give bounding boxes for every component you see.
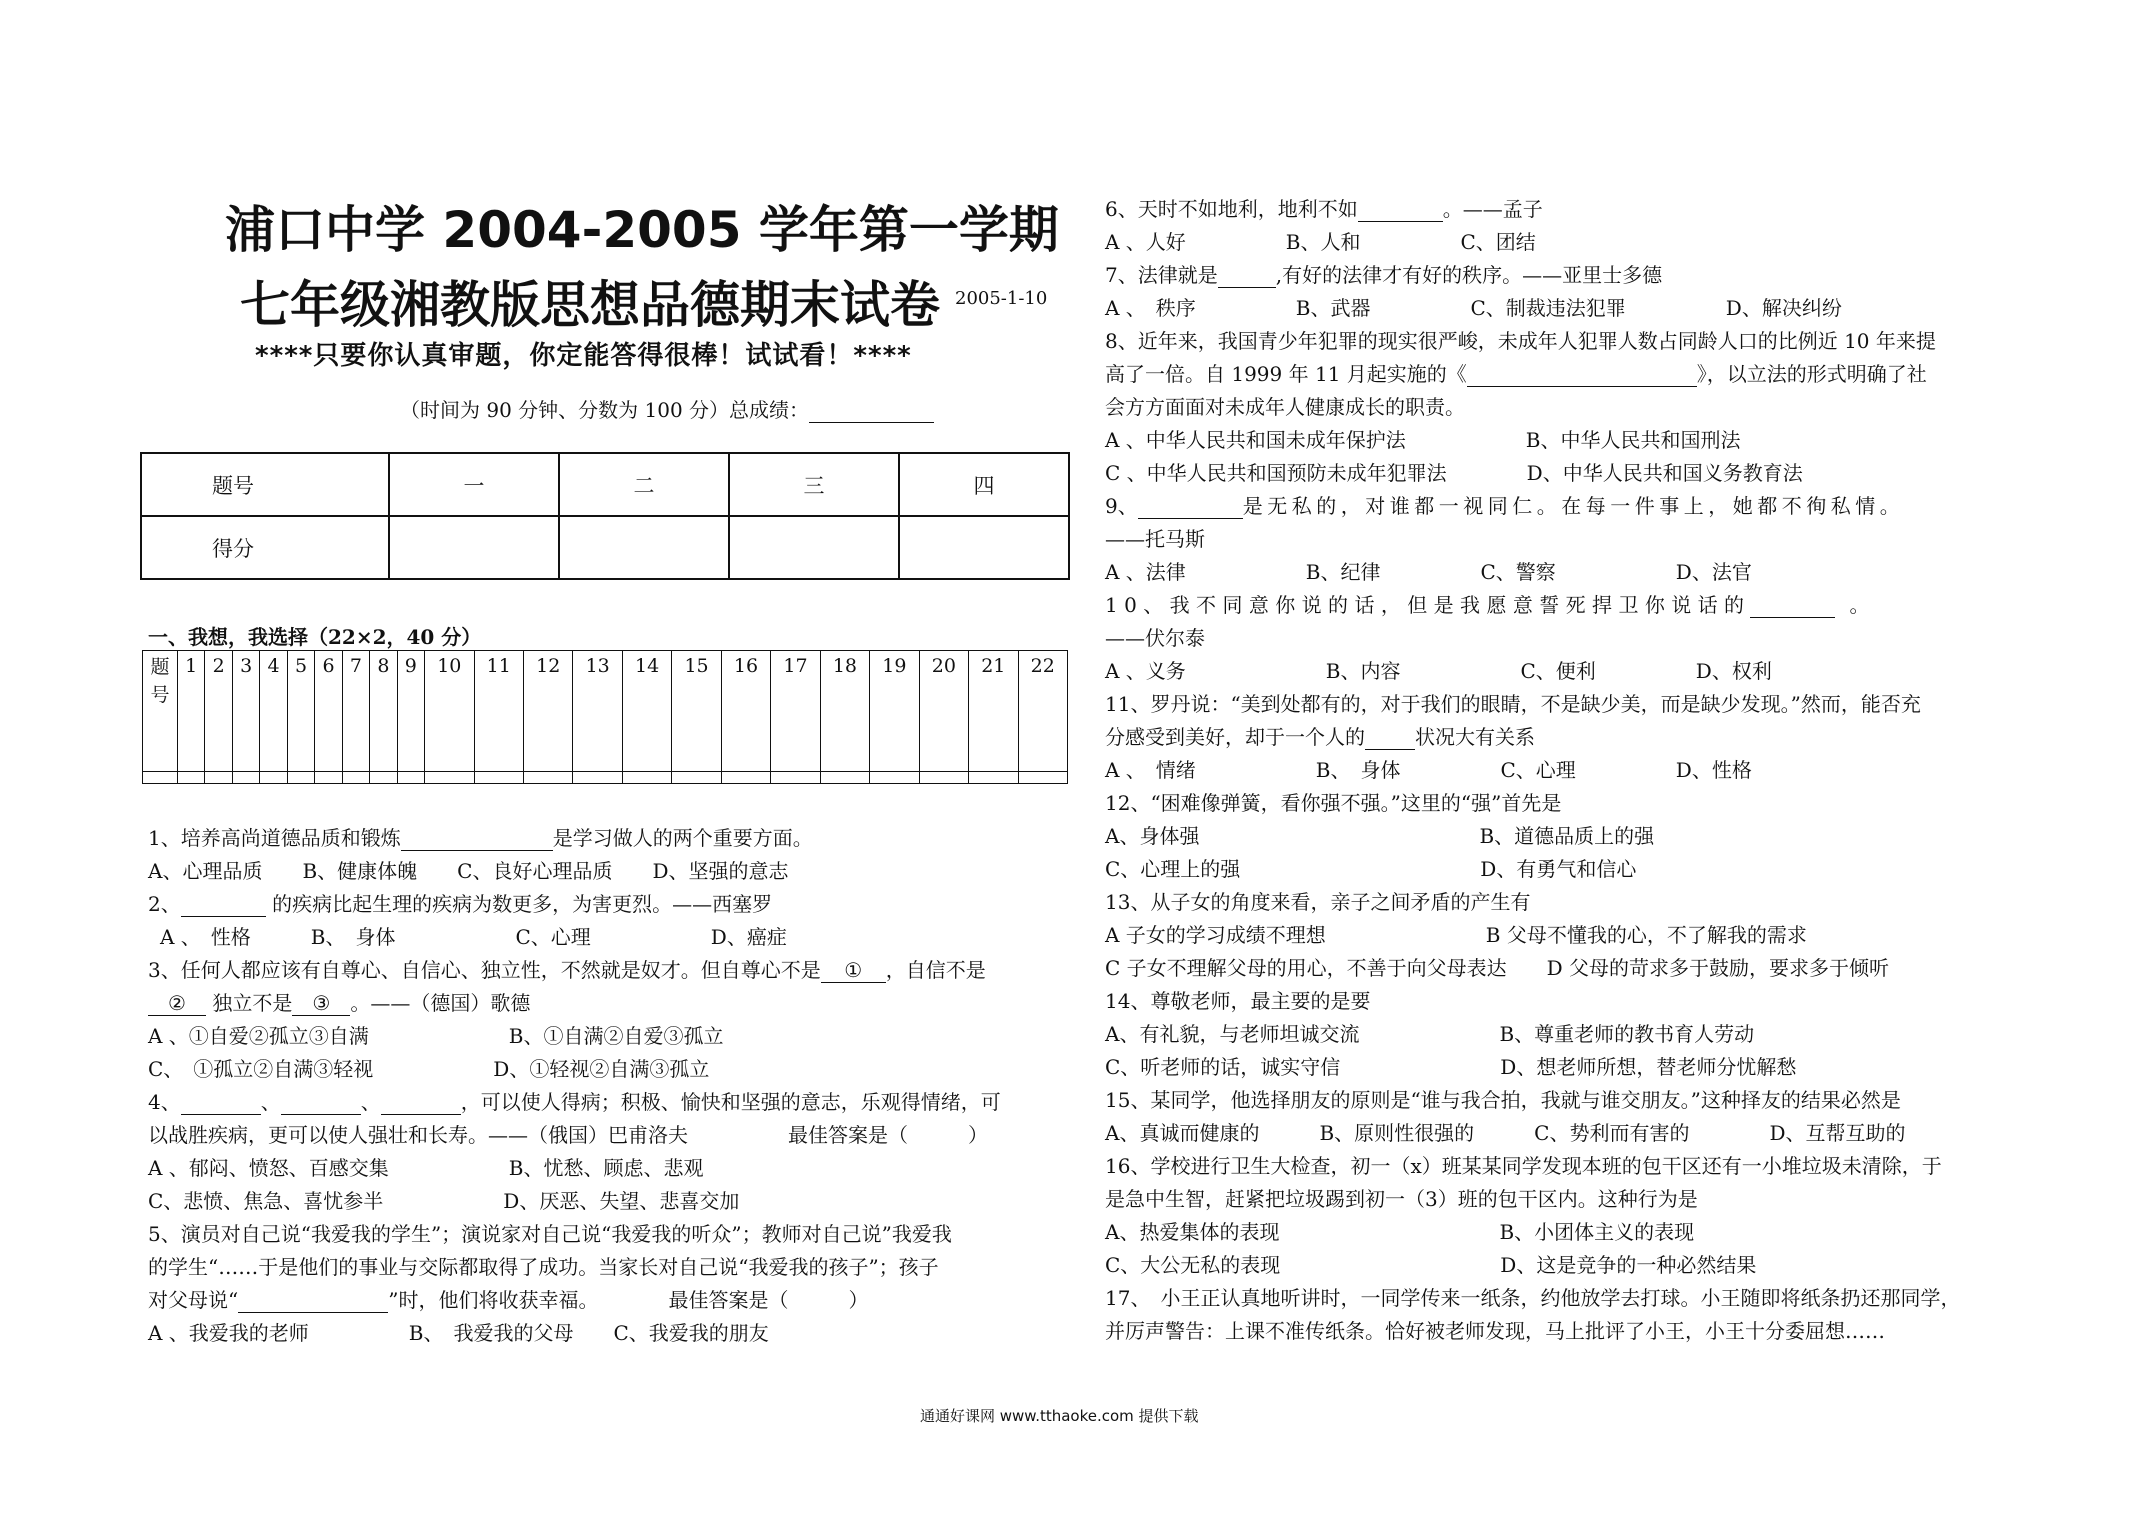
fill-blank xyxy=(381,1096,461,1115)
answer-number: 1 xyxy=(178,651,205,772)
answer-grid-label: 题号 xyxy=(143,651,178,772)
answer-cell xyxy=(523,772,572,784)
fill-blank xyxy=(181,1096,261,1115)
options-1: A、心理品质 B、健康体魄 C、良好心理品质 D、坚强的意志 xyxy=(148,859,789,883)
exam-date: 2005-1-10 xyxy=(955,288,1048,309)
answer-cell xyxy=(143,772,178,784)
fill-blank xyxy=(1138,500,1243,519)
question-5: 5、演员对自己说“我爱我的学生”；演说家对自己说“我爱我的听众”；教师对自己说”我爱我 xyxy=(148,1222,952,1246)
answer-cell xyxy=(474,772,523,784)
answer-number: 14 xyxy=(622,651,671,772)
question-4: 4、 、 、 ，可以使人得病；积极、愉快和坚强的意志，乐观得情绪，可 xyxy=(148,1090,1001,1114)
question-11: 11、罗丹说：“美到处都有的，对于我们的眼睛，不是缺少美，而是缺少发现。”然而，能否充 xyxy=(1105,692,1921,716)
options-5: A 、我爱我的老师 B、 我爱我的父母 C、我爱我的朋友 xyxy=(148,1321,769,1345)
fill-blank xyxy=(238,1294,388,1313)
question-17-cont: 并厉声警告：上课不准传纸条。恰好被老师发现，马上批评了小王，小王十分委屈想…… xyxy=(1105,1319,1885,1343)
question-2 xyxy=(148,888,772,917)
time-info-text: （时间为 90 分钟、分数为 100 分）总成绩： xyxy=(400,398,810,422)
answer-cell xyxy=(260,772,287,784)
question-17: 17、 小王正认真地听讲时，一同学传来一纸条，约他放学去打球。小王随即将纸条扔还那同学， xyxy=(1105,1286,1961,1310)
section1-heading: 一、我想，我选择（22×2，40 分） xyxy=(148,625,482,649)
answer-number: 17 xyxy=(771,651,820,772)
q-text: 。——（德国）歌德 xyxy=(350,991,531,1015)
question-6 xyxy=(1105,193,1543,222)
answer-number: 4 xyxy=(260,651,287,772)
q-text: 10、我不同意你说的话，但是我愿意誓死捍卫你说话的 xyxy=(1105,593,1751,617)
time-info xyxy=(400,394,934,423)
q-text: 状况大有关系 xyxy=(1415,725,1535,749)
options-9: A 、法律 B、纪律 C、警察 D、法官 xyxy=(1105,560,1752,584)
options-3b: C、 ①孤立②自满③轻视 D、①轻视②自满③孤立 xyxy=(148,1057,710,1081)
answer-number: 6 xyxy=(315,651,342,772)
q-text: 是学习做人的两个重要方面。 xyxy=(552,826,813,850)
exam-title-line1: 浦口中学 2004-2005 学年第一学期 xyxy=(225,201,1059,259)
answer-cell xyxy=(315,772,342,784)
blank-1: ① xyxy=(821,958,886,983)
fill-blank xyxy=(1365,731,1415,750)
q-text: 的疾病比起生理的疾病为数更多，为害更烈。——西塞罗 xyxy=(272,892,773,916)
q-text: 4、 xyxy=(148,1090,181,1114)
question-3 xyxy=(148,954,986,983)
question-5-cont: 的学生“……于是他们的事业与交际都取得了成功。当家长对自己说“我爱我的孩子”；孩子 xyxy=(148,1255,939,1279)
options-13a: A 子女的学习成绩不理想 B 父母不懂我的心，不了解我的需求 xyxy=(1105,923,1807,947)
fill-blank xyxy=(1218,269,1276,288)
answer-cell xyxy=(287,772,314,784)
q-text: ,有好的法律才有好的秩序。——亚里士多德 xyxy=(1275,263,1663,287)
question-16: 16、学校进行卫生大检查，初一（x）班某某同学发现本班的包干区还有一小堆垃圾未清除，于 xyxy=(1105,1154,1942,1178)
q-text: ，自信不是 xyxy=(885,958,986,982)
options-6: A 、人好 B、人和 C、团结 xyxy=(1105,230,1536,254)
q-text: 2、 xyxy=(148,892,181,916)
answer-cell xyxy=(870,772,919,784)
answer-number: 12 xyxy=(523,651,572,772)
question-14: 14、尊敬老师，最主要的是要 xyxy=(1105,989,1371,1013)
fill-blank xyxy=(401,832,553,851)
options-10: A 、义务 B、内容 C、便利 D、权利 xyxy=(1105,659,1772,683)
answer-cell xyxy=(919,772,968,784)
blank-3: ③ xyxy=(292,991,350,1016)
answer-number: 2 xyxy=(205,651,232,772)
score-cell xyxy=(899,516,1069,579)
question-10 xyxy=(1105,589,1869,618)
answer-number: 21 xyxy=(969,651,1018,772)
answer-cell xyxy=(397,772,424,784)
answer-number: 13 xyxy=(573,651,622,772)
answer-number: 19 xyxy=(870,651,919,772)
slogan: ****只要你认真审题，你定能答得很棒！试试看！**** xyxy=(255,341,912,371)
q-text: 。——孟子 xyxy=(1442,197,1543,221)
fill-blank xyxy=(281,1096,361,1115)
question-16-cont: 是急中生智，赶紧把垃圾踢到初一（3）班的包干区内。这种行为是 xyxy=(1105,1187,1698,1211)
score-cell xyxy=(729,516,899,579)
q-text: 》，以立法的形式明确了社 xyxy=(1696,362,1927,386)
fill-blank xyxy=(1750,599,1835,618)
fill-blank xyxy=(1467,368,1697,387)
fill-blank xyxy=(181,898,266,917)
options-4b: C、悲愤、焦急、喜忧参半 D、厌恶、失望、悲喜交加 xyxy=(148,1189,740,1213)
q-text: 高了一倍。自 1999 年 11 月起实施的《 xyxy=(1105,362,1467,386)
options-16b: C、大公无私的表现 D、这是竞争的一种必然结果 xyxy=(1105,1253,1757,1277)
score-table-header: 三 xyxy=(729,453,899,516)
answer-cell xyxy=(370,772,397,784)
options-11: A 、 情绪 B、 身体 C、心理 D、性格 xyxy=(1105,758,1752,782)
footer-credit: 通通好课网 www.tthaoke.com 提供下载 xyxy=(920,1407,1199,1425)
options-3a: A 、①自爱②孤立③自满 B、①自满②自爱③孤立 xyxy=(148,1024,724,1048)
options-7: A 、 秩序 B、武器 C、制裁违法犯罪 D、解决纠纷 xyxy=(1105,296,1842,320)
question-5-cont2 xyxy=(148,1284,868,1313)
options-16a: A、热爱集体的表现 B、小团体主义的表现 xyxy=(1105,1220,1695,1244)
q-text: 分感受到美好，却于一个人的 xyxy=(1105,725,1365,749)
answer-number: 7 xyxy=(342,651,369,772)
answer-number: 11 xyxy=(474,651,523,772)
answer-cell xyxy=(573,772,622,784)
question-7 xyxy=(1105,259,1662,288)
question-3-cont xyxy=(148,987,530,1016)
answer-cell xyxy=(1018,772,1067,784)
score-table-header: 二 xyxy=(559,453,729,516)
answer-number: 10 xyxy=(425,651,474,772)
answer-cell xyxy=(820,772,869,784)
q-text: 独立不是 xyxy=(212,991,293,1015)
options-14b: C、听老师的话，诚实守信 D、想老师所想，替老师分忧解愁 xyxy=(1105,1055,1797,1079)
answer-cell xyxy=(969,772,1018,784)
score-table-header: 四 xyxy=(899,453,1069,516)
answer-cell xyxy=(622,772,671,784)
q-text: 6、天时不如地利，地利不如 xyxy=(1105,197,1358,221)
question-8-cont2: 会方方面面对未成年人健康成长的职责。 xyxy=(1105,395,1465,419)
score-table-header: 题号 xyxy=(141,453,389,516)
answer-cell xyxy=(205,772,232,784)
question-12: 12、“困难像弹簧，看你强不强。”这里的“强”首先是 xyxy=(1105,791,1562,815)
blank-2: ② xyxy=(148,991,206,1016)
answer-grid xyxy=(142,650,1068,784)
q-text: ”时，他们将收获幸福。 最佳答案是（ ） xyxy=(388,1288,869,1312)
q-text: 3、任何人都应该有自尊心、自信心、独立性，不然就是奴才。但自尊心不是 xyxy=(148,958,821,982)
options-12b: C、心理上的强 D、有勇气和信心 xyxy=(1105,857,1637,881)
question-8: 8、近年来，我国青少年犯罪的现实很严峻，未成年人犯罪人数占同龄人口的比例近 10 年来提 xyxy=(1105,329,1936,353)
options-15: A、真诚而健康的 B、原则性很强的 C、势利而有害的 D、互帮互助的 xyxy=(1105,1121,1906,1145)
options-12a: A、身体强 B、道德品质上的强 xyxy=(1105,824,1655,848)
question-13: 13、从子女的角度来看，亲子之间矛盾的产生有 xyxy=(1105,890,1531,914)
options-14a: A、有礼貌，与老师坦诚交流 B、尊重老师的教书育人劳动 xyxy=(1105,1022,1755,1046)
total-score-blank xyxy=(809,404,934,423)
score-table xyxy=(140,452,1070,580)
answer-cell xyxy=(771,772,820,784)
q-text: 对父母说“ xyxy=(148,1288,239,1312)
answer-number: 18 xyxy=(820,651,869,772)
fill-blank xyxy=(1358,203,1443,222)
q-text: 。 xyxy=(1849,593,1870,617)
options-13b: C 子女不理解父母的用心，不善于向父母表达 D 父母的苛求多于鼓励，要求多于倾听 xyxy=(1105,956,1890,980)
answer-number: 3 xyxy=(232,651,259,772)
question-9-source: ——托马斯 xyxy=(1105,527,1205,551)
question-11-cont xyxy=(1105,721,1535,750)
options-4a: A 、郁闷、愤怒、百感交集 B、忧愁、顾虑、悲观 xyxy=(148,1156,704,1180)
question-10-source: ——伏尔泰 xyxy=(1105,626,1205,650)
answer-number: 9 xyxy=(397,651,424,772)
answer-number: 5 xyxy=(287,651,314,772)
answer-number: 16 xyxy=(721,651,770,772)
score-row-label: 得分 xyxy=(141,516,389,579)
question-1 xyxy=(148,822,813,851)
answer-cell xyxy=(672,772,721,784)
q-text: ，可以使人得病；积极、愉快和坚强的意志，乐观得情绪，可 xyxy=(460,1090,1001,1114)
answer-cell xyxy=(425,772,474,784)
exam-title-line2: 七年级湘教版思想品德期末试卷 xyxy=(240,276,940,334)
score-cell xyxy=(559,516,729,579)
question-15: 15、某同学，他选择朋友的原则是“谁与我合拍，我就与谁交朋友。”这种择友的结果必然是 xyxy=(1105,1088,1901,1112)
score-cell xyxy=(389,516,559,579)
q-text: 1、培养高尚道德品质和锻炼 xyxy=(148,826,401,850)
q-text: 7、法律就是 xyxy=(1105,263,1218,287)
answer-cell xyxy=(342,772,369,784)
answer-cell xyxy=(178,772,205,784)
answer-number: 22 xyxy=(1018,651,1067,772)
answer-number: 15 xyxy=(672,651,721,772)
options-8b: C 、中华人民共和国预防未成年犯罪法 D、中华人民共和国义务教育法 xyxy=(1105,461,1803,485)
q-text: 是无私的，对谁都一视同仁。在每一件事上，她都不徇私情。 xyxy=(1242,494,1905,518)
question-8-cont xyxy=(1105,358,1927,387)
question-9 xyxy=(1105,490,1904,519)
score-table-header: 一 xyxy=(389,453,559,516)
question-4-cont: 以战胜疾病，更可以使人强壮和长寿。——（俄国）巴甫洛夫 最佳答案是（ ） xyxy=(148,1123,988,1147)
answer-number: 20 xyxy=(919,651,968,772)
answer-cell xyxy=(232,772,259,784)
answer-number: 8 xyxy=(370,651,397,772)
q-text: 9、 xyxy=(1105,494,1138,518)
options-8a: A 、中华人民共和国未成年保护法 B、中华人民共和国刑法 xyxy=(1105,428,1741,452)
answer-cell xyxy=(721,772,770,784)
options-2: A 、 性格 B、 身体 C、心理 D、癌症 xyxy=(160,925,787,949)
